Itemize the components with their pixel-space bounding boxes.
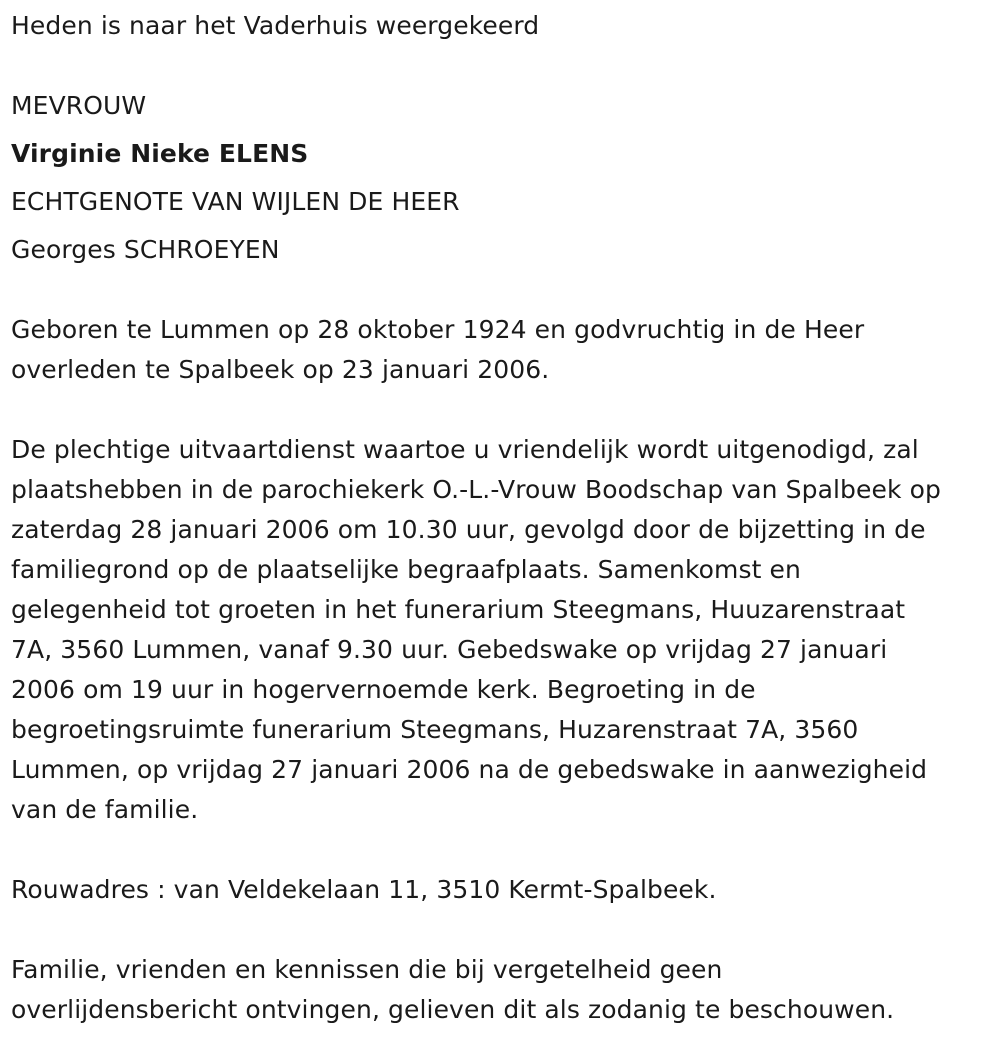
spouse-name: Georges SCHROEYEN bbox=[11, 235, 280, 264]
paragraph-line: zaterdag 28 januari 2006 om 10.30 uur, gevolgd door de bijzetting in de bbox=[11, 515, 926, 544]
deceased-title: MEVROUW bbox=[11, 91, 147, 120]
deceased-name: Virginie Nieke ELENS bbox=[11, 139, 309, 168]
paragraph-line: 2006 om 19 uur in hogervernoemde kerk. Begroeting in de bbox=[11, 675, 756, 704]
paragraph-line: familiegrond op de plaatselijke begraafplaats. Samenkomst en bbox=[11, 555, 801, 584]
paragraph-line: Familie, vrienden en kennissen die bij vergetelheid geen bbox=[11, 955, 723, 984]
spacer bbox=[11, 390, 991, 430]
spacer bbox=[11, 910, 991, 950]
paragraph-line: begroetingsruimte funerarium Steegmans, Huzarenstraat 7A, 3560 bbox=[11, 715, 859, 744]
paragraph-line: De plechtige uitvaartdienst waartoe u vriendelijk wordt uitgenodigd, zal bbox=[11, 435, 919, 464]
paragraph-line: van de familie. bbox=[11, 795, 199, 824]
mourning-address: Rouwadres : van Veldekelaan 11, 3510 Kermt-Spalbeek. bbox=[11, 875, 717, 904]
paragraph-line: overlijdensbericht ontvingen, gelieven dit als zodanig te beschouwen. bbox=[11, 995, 895, 1024]
paragraph-line: plaatshebben in de parochiekerk O.-L.-Vrouw Boodschap van Spalbeek op bbox=[11, 475, 941, 504]
obituary-notice bbox=[11, 6, 991, 1030]
intro-text: Heden is naar het Vaderhuis weergekeerd bbox=[11, 11, 540, 40]
spacer bbox=[11, 270, 991, 310]
paragraph-line: gelegenheid tot groeten in het funerarium Steegmans, Huuzarenstraat bbox=[11, 595, 906, 624]
paragraph-line: 7A, 3560 Lummen, vanaf 9.30 uur. Gebedswake op vrijdag 27 januari bbox=[11, 635, 888, 664]
closing-paragraph bbox=[11, 950, 991, 1030]
spacer bbox=[11, 830, 991, 870]
spacer bbox=[11, 46, 991, 86]
birth-death-paragraph bbox=[11, 310, 991, 390]
deceased-relation: ECHTGENOTE VAN WIJLEN DE HEER bbox=[11, 187, 460, 216]
paragraph-line: Lummen, op vrijdag 27 januari 2006 na de gebedswake in aanwezigheid bbox=[11, 755, 928, 784]
service-paragraph bbox=[11, 430, 991, 830]
paragraph-line: overleden te Spalbeek op 23 januari 2006. bbox=[11, 355, 550, 384]
paragraph-line: Geboren te Lummen op 28 oktober 1924 en godvruchtig in de Heer bbox=[11, 315, 865, 344]
